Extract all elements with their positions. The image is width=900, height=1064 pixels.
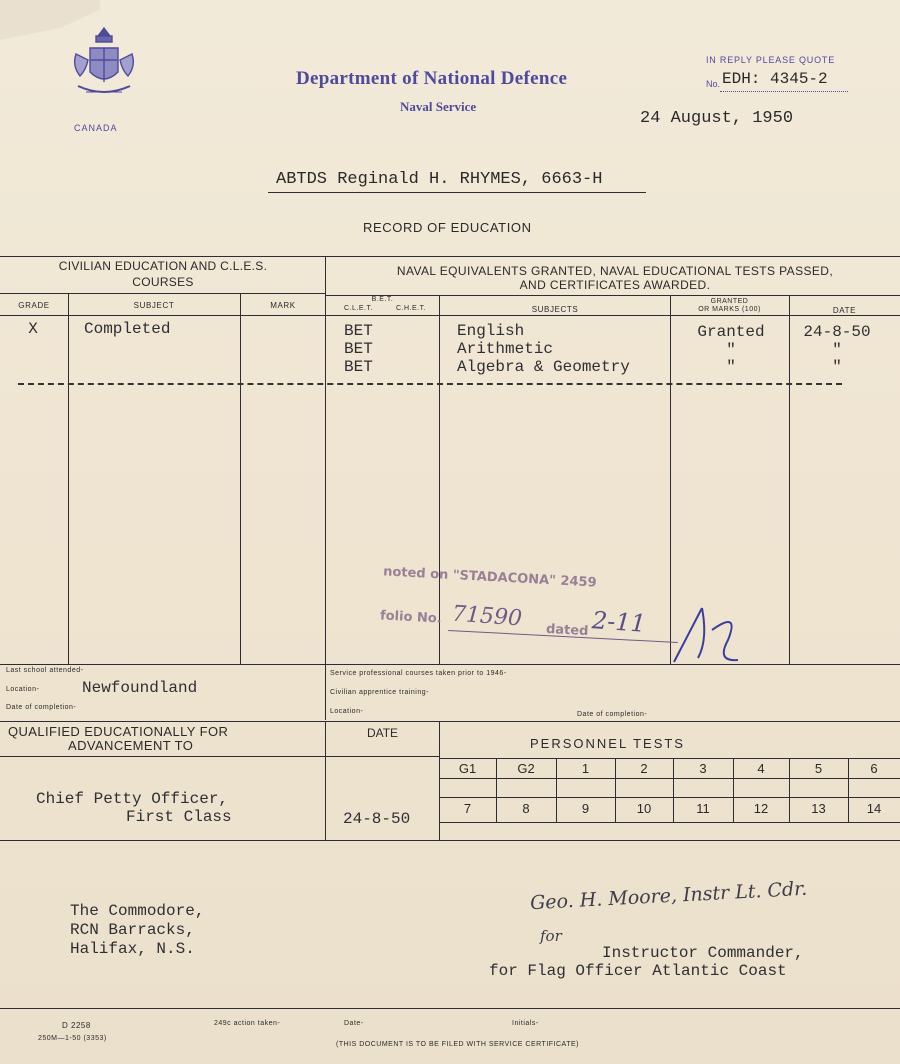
row-date: "	[832, 341, 842, 359]
dated-label: dated	[545, 621, 589, 640]
qualified-label-line2: ADVANCEMENT TO	[68, 738, 194, 753]
apprentice-training-label: Civilian apprentice training-	[330, 689, 429, 696]
coat-of-arms-crest	[68, 26, 140, 118]
table-body-bottom-line	[0, 664, 900, 665]
qualified-header-line	[0, 756, 439, 757]
test-cell: G1	[458, 761, 477, 776]
handwritten-signature: Geo. H. Moore, Instr Lt. Cdr.	[529, 877, 808, 915]
qualified-label-line1: QUALIFIED EDUCATIONALLY FOR	[8, 724, 229, 739]
col-grade-header: GRADE	[18, 301, 50, 310]
table-top-line	[0, 256, 900, 257]
test-cell: 3	[699, 761, 707, 776]
service-location-label: Location-	[330, 708, 364, 715]
civilian-header-line	[0, 293, 326, 294]
personnel-tests-title: PERSONNEL TESTS	[530, 736, 685, 751]
test-cell: 4	[757, 761, 765, 776]
address-line3: Halifax, N.S.	[70, 940, 195, 958]
school-completion-label: Date of completion-	[6, 704, 77, 711]
test-cell: 10	[636, 801, 652, 816]
department-title: Department of National Defence	[296, 68, 568, 89]
row-granted: "	[726, 358, 736, 376]
test-cell: 5	[814, 761, 823, 776]
print-code: 250M—1-50 (3353)	[38, 1035, 107, 1042]
col-bet-header: B.E.T.	[371, 296, 394, 303]
civilian-title-line1: CIVILIAN EDUCATION AND C.L.E.S.	[58, 259, 268, 273]
test-cell: 2	[640, 761, 648, 776]
row-subject: English	[457, 322, 525, 340]
tests-row-line4	[439, 822, 900, 823]
footer-initials-label: Initials-	[512, 1020, 539, 1027]
tests-row-line3	[439, 797, 900, 798]
school-location-value: Newfoundland	[82, 679, 198, 697]
reply-quote-label: IN REPLY PLEASE QUOTE	[706, 55, 836, 65]
qualified-bottom-line	[0, 840, 900, 841]
col-div-subject	[240, 293, 241, 664]
col-chet-header: C.H.E.T.	[396, 305, 427, 312]
col-subject-header: SUBJECT	[133, 301, 175, 310]
civilian-title-line2: COURSES	[132, 275, 194, 289]
qualified-date-header: DATE	[366, 726, 399, 740]
signature-title1: Instructor Commander,	[602, 944, 804, 962]
initials-signature	[668, 600, 748, 666]
test-cell: 1	[581, 761, 590, 776]
row-date: "	[832, 358, 842, 376]
reference-number: EDH: 4345-2	[722, 70, 828, 88]
test-cell: 14	[866, 801, 882, 816]
footer-date-label: Date-	[344, 1020, 364, 1027]
footer-top-line	[0, 1008, 900, 1009]
tests-col-div	[439, 721, 440, 840]
row-subject: Arithmetic	[457, 340, 554, 358]
naval-title-line1: NAVAL EQUIVALENTS GRANTED, NAVAL EDUCATIONAL TESTS PASSED,	[396, 264, 834, 278]
col-granted-header1: GRANTED	[710, 298, 749, 305]
col-subjects-header: SUBJECTS	[531, 305, 579, 314]
address-line1: The Commodore,	[70, 902, 205, 920]
record-title: RECORD OF EDUCATION	[363, 220, 532, 235]
school-location-label: Location-	[6, 686, 40, 693]
folio-label: folio No.	[379, 608, 443, 627]
tests-row-line2	[439, 778, 900, 779]
folio-number: 71590	[451, 601, 523, 632]
row-subject: Algebra & Geometry	[457, 358, 630, 376]
civilian-subject: Completed	[84, 320, 171, 338]
action-taken-label: 249c action taken-	[214, 1020, 281, 1027]
signature-for: for	[540, 927, 562, 945]
qualified-top-line	[0, 721, 900, 722]
row-granted: "	[726, 341, 736, 359]
col-mark-header: MARK	[270, 301, 296, 310]
row-granted: Granted	[697, 323, 765, 341]
dated-value: 2-11	[591, 606, 647, 638]
rank-line2: First Class	[126, 808, 232, 826]
reference-no-label: No.	[706, 79, 721, 89]
stadacona-stamp-text: noted on "STADACONA" 2459	[382, 564, 597, 591]
naval-title-line2: AND CERTIFICATES AWARDED.	[519, 278, 711, 292]
reference-dotted-line	[720, 91, 848, 92]
last-school-label: Last school attended-	[6, 667, 84, 674]
rank-line1: Chief Petty Officer,	[36, 790, 229, 808]
address-line2: RCN Barracks,	[70, 921, 195, 939]
test-cell: 8	[522, 801, 530, 816]
form-number: D 2258	[62, 1021, 91, 1030]
service-courses-label: Service professional courses taken prior to 1946-	[330, 670, 507, 677]
name-underline	[268, 192, 646, 193]
row-cert: BET	[344, 358, 373, 376]
col-clet-header: C.L.E.T.	[344, 305, 373, 312]
service-completion-label: Date of completion-	[577, 711, 648, 718]
test-cell: 11	[696, 801, 710, 816]
test-cell: 9	[581, 801, 590, 816]
col-div-grade	[68, 293, 69, 664]
entries-end-dashed-line	[18, 383, 842, 385]
col-div-cert	[439, 295, 440, 664]
signature-title2: for Flag Officer Atlantic Coast	[489, 962, 787, 980]
row-cert: BET	[344, 340, 373, 358]
row-date: 24-8-50	[803, 323, 871, 341]
col-date-header: DATE	[832, 306, 857, 315]
person-name: ABTDS Reginald H. RHYMES, 6663-H	[276, 170, 603, 189]
civilian-grade: X	[28, 320, 38, 338]
filing-note: (THIS DOCUMENT IS TO BE FILED WITH SERVICE CERTIFICATE)	[336, 1041, 579, 1048]
test-cell: 7	[463, 801, 472, 816]
test-cell: 13	[811, 801, 826, 816]
service-subtitle: Naval Service	[400, 99, 477, 114]
letter-date: 24 August, 1950	[640, 109, 794, 128]
col-div-main	[325, 256, 326, 664]
test-cell: G2	[517, 761, 535, 776]
row-cert: BET	[344, 322, 373, 340]
school-service-divider	[325, 664, 326, 720]
country-label: CANADA	[74, 123, 118, 133]
column-header-bottom-line	[0, 315, 900, 316]
test-cell: 6	[870, 761, 878, 776]
tests-row-line1	[439, 758, 900, 759]
test-cell: 12	[753, 801, 769, 816]
qualified-date-value: 24-8-50	[343, 810, 411, 828]
col-granted-header2: OR MARKS (100)	[698, 306, 761, 313]
